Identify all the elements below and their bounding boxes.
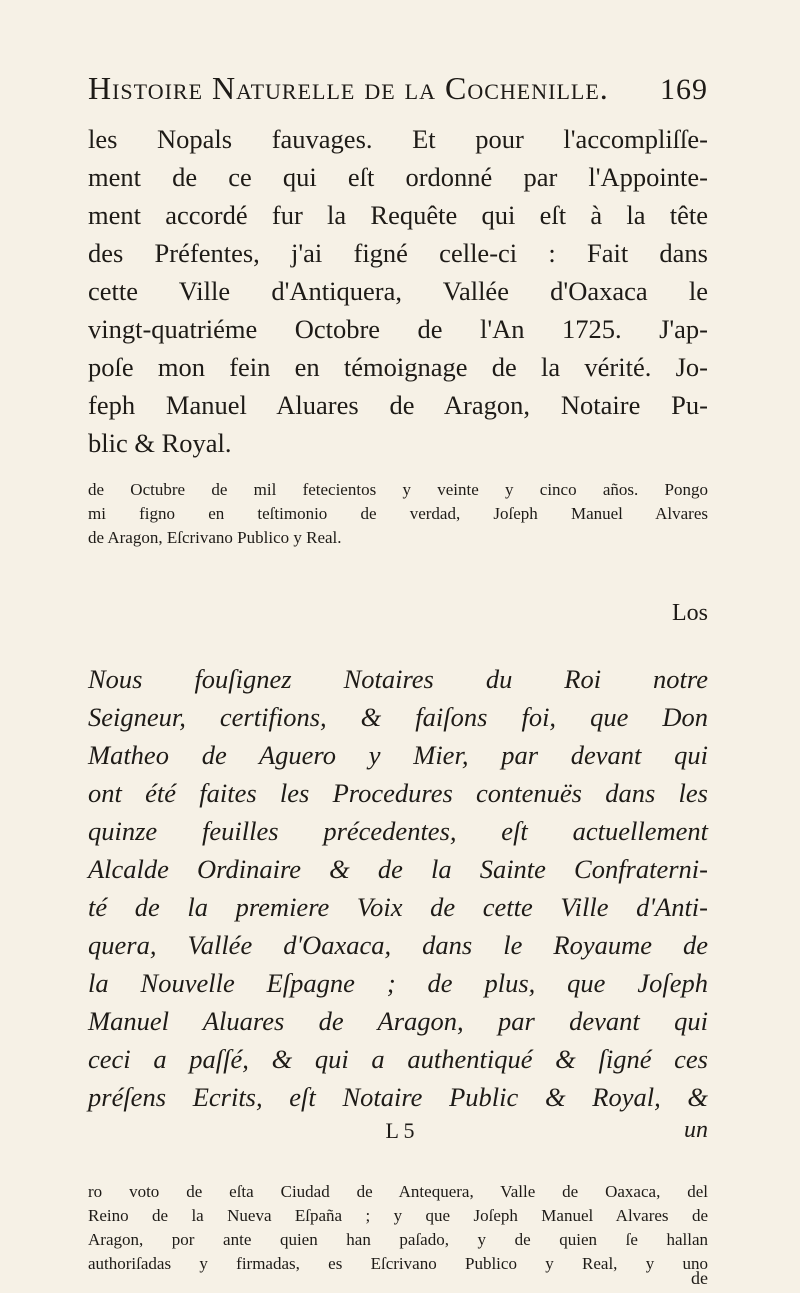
text-line: des Préfentes, j'ai figné celle-ci : Fait dans <box>88 238 708 268</box>
signature-mark: L 5 <box>385 1118 415 1143</box>
spanish-paragraph-2 <box>88 1180 708 1276</box>
text-line: ro voto de eſta Ciudad de Antequera, Valle de Oaxaca, del <box>88 1182 708 1201</box>
text-line: cette Ville d'Antiquera, Vallée d'Oaxaca le <box>88 276 708 306</box>
french-paragraph-1 <box>88 120 708 462</box>
text-line: blic & Royal. <box>88 428 232 458</box>
text-line: ment de ce qui eſt ordonné par l'Appointe- <box>88 162 708 192</box>
text-line: vingt-quatriéme Octobre de l'An 1725. J'ap- <box>88 314 708 344</box>
text-line: poſe mon fein en témoignage de la vérité. Jo- <box>88 352 708 382</box>
text-line: té de la premiere Voix de cette Ville d'Anti- <box>88 892 708 922</box>
text-line: Alcalde Ordinaire & de la Sainte Confraterni- <box>88 854 708 884</box>
text-line: les Nopals fauvages. Et pour l'accompliſſe- <box>88 124 708 154</box>
text-line: Seigneur, certifions, & faiſons foi, que Don <box>88 702 708 732</box>
french-paragraph-2 <box>88 660 708 1116</box>
text-line: la Nouvelle Eſpagne ; de plus, que Joſeph <box>88 968 708 998</box>
text-line: Matheo de Aguero y Mier, par devant qui <box>88 740 708 770</box>
text-line: Manuel Aluares de Aragon, par devant qui <box>88 1006 708 1036</box>
text-line: ceci a paſſé, & qui a authentiqué & ſigné ces <box>88 1044 708 1074</box>
text-line: ment accordé fur la Requête qui eſt à la tête <box>88 200 708 230</box>
text-line: Aragon, por ante quien han paſado, y de quien ſe hallan <box>88 1230 708 1249</box>
spanish-paragraph-1 <box>88 478 708 550</box>
text-line: quinze feuilles précedentes, eſt actuellement <box>88 816 708 846</box>
text-line: Reino de la Nueva Eſpaña ; y que Joſeph Manuel Alvares de <box>88 1206 708 1225</box>
text-line: de Octubre de mil fetecientos y veinte y cinco años. Pongo <box>88 480 708 499</box>
page-number: 169 <box>660 73 708 106</box>
text-line: authoriſadas y firmadas, es Eſcrivano Publico y Real, y uno <box>88 1254 708 1273</box>
text-line: de Aragon, Eſcrivano Publico y Real. <box>88 528 342 547</box>
catchword: Los <box>672 600 708 626</box>
text-line: préſens Ecrits, eſt Notaire Public & Royal, & <box>88 1082 708 1112</box>
catchword: un <box>684 1117 708 1143</box>
text-line: mi figno en teſtimonio de verdad, Joſeph Manuel Alvares <box>88 504 708 523</box>
running-title: Histoire Naturelle de la Cochenille. <box>88 70 609 106</box>
catchword: de <box>691 1268 708 1288</box>
text-line: feph Manuel Aluares de Aragon, Notaire Pu- <box>88 390 708 420</box>
text-line: Nous fouſignez Notaires du Roi notre <box>88 664 708 694</box>
running-head <box>88 70 708 107</box>
text-line: quera, Vallée d'Oaxaca, dans le Royaume de <box>88 930 708 960</box>
text-line: ont été faites les Procedures contenuës dans les <box>88 778 708 808</box>
